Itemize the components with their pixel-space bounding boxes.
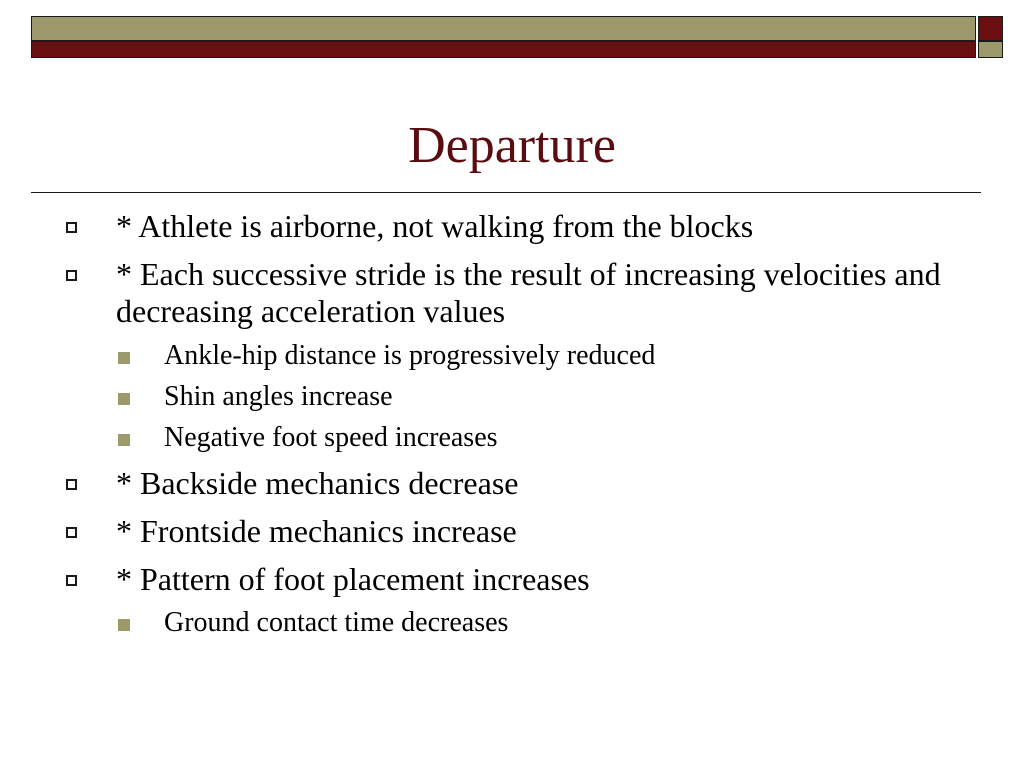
bullet-item: * Frontside mechanics increase <box>116 513 517 549</box>
bullet-item: * Backside mechanics decrease <box>116 465 519 501</box>
hollow-square-bullet-icon <box>66 222 77 233</box>
hollow-square-bullet-icon <box>66 270 77 281</box>
filled-square-bullet-icon <box>118 393 130 405</box>
sub-bullet-item: Shin angles increase <box>164 381 393 412</box>
corner-square-olive <box>978 41 1003 58</box>
hollow-square-bullet-icon <box>66 527 77 538</box>
title-divider <box>31 192 981 193</box>
header-band-maroon <box>31 41 976 58</box>
hollow-square-bullet-icon <box>66 479 77 490</box>
header-band-olive <box>31 16 976 41</box>
filled-square-bullet-icon <box>118 434 130 446</box>
sub-bullet-item: Negative foot speed increases <box>164 422 498 453</box>
sub-bullet-item: Ankle-hip distance is progressively reduced <box>164 340 656 371</box>
bullet-item: * Pattern of foot placement increases <box>116 561 590 597</box>
slide-title: Departure <box>408 117 616 174</box>
sub-bullet-item: Ground contact time decreases <box>164 607 509 638</box>
filled-square-bullet-icon <box>118 619 130 631</box>
corner-square-maroon <box>978 16 1003 41</box>
filled-square-bullet-icon <box>118 352 130 364</box>
bullet-item: * Each successive stride is the result of increasing velocities and decreasing acceleration values <box>116 256 941 329</box>
hollow-square-bullet-icon <box>66 575 77 586</box>
bullet-item: * Athlete is airborne, not walking from the blocks <box>116 208 754 244</box>
